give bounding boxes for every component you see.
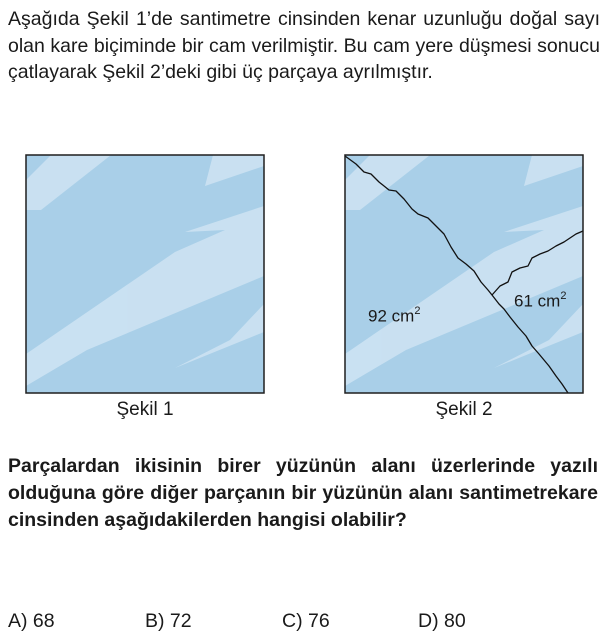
- answer-options: [8, 608, 598, 634]
- area-unit: cm: [537, 291, 561, 311]
- area-exponent: 2: [414, 305, 421, 317]
- area-value: 92: [368, 306, 387, 326]
- cracked-glass-svg: [344, 154, 584, 394]
- area-unit: cm: [391, 306, 415, 326]
- figure-2-caption: Şekil 2: [435, 399, 493, 420]
- answer-option-d[interactable]: D) 80: [418, 610, 466, 632]
- area-label-left-piece: [368, 302, 420, 327]
- area-exponent: 2: [560, 290, 567, 302]
- answer-option-a[interactable]: A) 68: [8, 610, 55, 632]
- problem-question: Parçalardan ikisinin birer yüzünün alanı üzerlerinde yazılı olduğuna göre diğer parçanın bir yüzünün alanı santimetrekare cinsinden aşağıdakilerden hangisi olabilir?: [8, 455, 598, 531]
- figure-2-cracked-glass: [344, 154, 584, 394]
- figure-1-caption: Şekil 1: [116, 399, 174, 420]
- figure-1-glass-square: [25, 154, 265, 394]
- problem-intro: Aşağıda Şekil 1’de santimetre cinsinden kenar uzunluğu doğal sayı olan kare biçiminde bir cam verilmiştir. Bu cam yere düşmesi sonucu çatlayarak Şekil 2’deki gibi üç parçaya ayrılmıştır.: [8, 8, 600, 83]
- answer-option-c[interactable]: C) 76: [282, 610, 330, 632]
- glass-square-svg: [25, 154, 265, 394]
- area-label-right-piece: [514, 287, 566, 312]
- answer-option-b[interactable]: B) 72: [145, 610, 192, 632]
- area-value: 61: [514, 291, 533, 311]
